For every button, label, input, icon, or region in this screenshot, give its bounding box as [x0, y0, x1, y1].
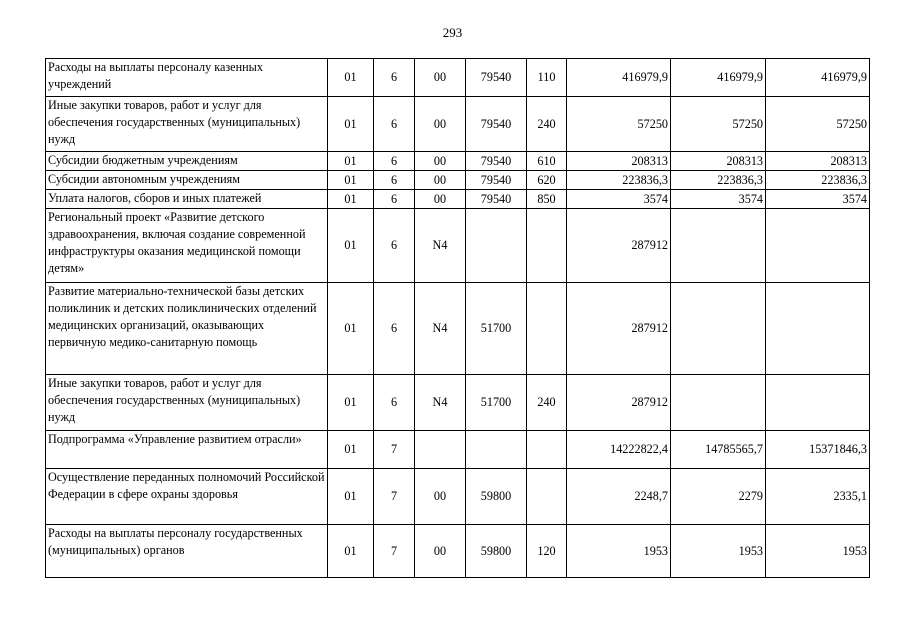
- table-row: [46, 152, 870, 171]
- code-cell: 79540: [466, 190, 527, 209]
- code-cell: 6: [374, 152, 415, 171]
- amount-cell: 3574: [567, 190, 671, 209]
- code-cell: 110: [527, 59, 567, 97]
- code-cell: N4: [415, 375, 466, 431]
- code-cell: 01: [328, 209, 374, 283]
- code-cell: 00: [415, 152, 466, 171]
- amount-cell: 416979,9: [567, 59, 671, 97]
- table-row: [46, 171, 870, 190]
- code-cell: 6: [374, 59, 415, 97]
- code-cell: 00: [415, 525, 466, 578]
- amount-cell: 208313: [766, 152, 870, 171]
- row-description: Осуществление переданных полномочий Российской Федерации в сфере охраны здоровья: [46, 469, 328, 525]
- row-description: Иные закупки товаров, работ и услуг для обеспечения государственных (муниципальных) нужд: [46, 97, 328, 152]
- amount-cell: 15371846,3: [766, 431, 870, 469]
- code-cell: 79540: [466, 152, 527, 171]
- table-row: [46, 525, 870, 578]
- code-cell: 79540: [466, 59, 527, 97]
- code-cell: 00: [415, 97, 466, 152]
- code-cell: 01: [328, 97, 374, 152]
- table-row: [46, 190, 870, 209]
- code-cell: 01: [328, 190, 374, 209]
- amount-cell: 223836,3: [766, 171, 870, 190]
- code-cell: 01: [328, 431, 374, 469]
- row-description: Развитие материально-технической базы детских поликлиник и детских поликлинических отделений медицинских организаций, оказывающих первичную медико-санитарную помощь: [46, 283, 328, 375]
- budget-table: [45, 58, 870, 578]
- amount-cell: 287912: [567, 283, 671, 375]
- table-row: [46, 283, 870, 375]
- amount-cell: [766, 283, 870, 375]
- code-cell: 6: [374, 190, 415, 209]
- code-cell: 7: [374, 469, 415, 525]
- amount-cell: 208313: [567, 152, 671, 171]
- code-cell: 850: [527, 190, 567, 209]
- code-cell: 79540: [466, 97, 527, 152]
- code-cell: 01: [328, 152, 374, 171]
- code-cell: 6: [374, 283, 415, 375]
- code-cell: 240: [527, 375, 567, 431]
- code-cell: 51700: [466, 375, 527, 431]
- amount-cell: 416979,9: [766, 59, 870, 97]
- code-cell: 120: [527, 525, 567, 578]
- table-row: [46, 97, 870, 152]
- amount-cell: 416979,9: [671, 59, 766, 97]
- row-description: Расходы на выплаты персоналу казенных учреждений: [46, 59, 328, 97]
- code-cell: 01: [328, 171, 374, 190]
- code-cell: 00: [415, 59, 466, 97]
- code-cell: 7: [374, 525, 415, 578]
- code-cell: 59800: [466, 525, 527, 578]
- row-description: Субсидии автономным учреждениям: [46, 171, 328, 190]
- table-row: [46, 431, 870, 469]
- amount-cell: 1953: [567, 525, 671, 578]
- table-row: [46, 209, 870, 283]
- amount-cell: 3574: [766, 190, 870, 209]
- code-cell: 01: [328, 59, 374, 97]
- code-cell: [466, 431, 527, 469]
- row-description: Подпрограмма «Управление развитием отрасли»: [46, 431, 328, 469]
- code-cell: 79540: [466, 171, 527, 190]
- amount-cell: 57250: [567, 97, 671, 152]
- amount-cell: 57250: [766, 97, 870, 152]
- amount-cell: 1953: [671, 525, 766, 578]
- code-cell: 01: [328, 525, 374, 578]
- code-cell: N4: [415, 283, 466, 375]
- row-description: Уплата налогов, сборов и иных платежей: [46, 190, 328, 209]
- code-cell: 6: [374, 375, 415, 431]
- amount-cell: 1953: [766, 525, 870, 578]
- amount-cell: 2279: [671, 469, 766, 525]
- code-cell: 00: [415, 469, 466, 525]
- table-row: [46, 375, 870, 431]
- code-cell: N4: [415, 209, 466, 283]
- table-row: [46, 469, 870, 525]
- amount-cell: [671, 283, 766, 375]
- amount-cell: 57250: [671, 97, 766, 152]
- amount-cell: [671, 209, 766, 283]
- amount-cell: 3574: [671, 190, 766, 209]
- row-description: Региональный проект «Развитие детского здравоохранения, включая создание современной инфраструктуры оказания медицинской помощи детям»: [46, 209, 328, 283]
- amount-cell: 287912: [567, 375, 671, 431]
- code-cell: [466, 209, 527, 283]
- code-cell: [527, 209, 567, 283]
- code-cell: 59800: [466, 469, 527, 525]
- code-cell: 6: [374, 171, 415, 190]
- page-number: 293: [442, 25, 463, 40]
- amount-cell: [671, 375, 766, 431]
- code-cell: [527, 283, 567, 375]
- code-cell: 7: [374, 431, 415, 469]
- code-cell: 01: [328, 469, 374, 525]
- code-cell: 610: [527, 152, 567, 171]
- amount-cell: 208313: [671, 152, 766, 171]
- table-row: [46, 59, 870, 97]
- code-cell: 51700: [466, 283, 527, 375]
- code-cell: 00: [415, 190, 466, 209]
- amount-cell: 14785565,7: [671, 431, 766, 469]
- amount-cell: [766, 209, 870, 283]
- code-cell: 01: [328, 375, 374, 431]
- amount-cell: 2248,7: [567, 469, 671, 525]
- amount-cell: [766, 375, 870, 431]
- code-cell: 240: [527, 97, 567, 152]
- row-description: Расходы на выплаты персоналу государственных (муниципальных) органов: [46, 525, 328, 578]
- code-cell: 6: [374, 97, 415, 152]
- amount-cell: 223836,3: [671, 171, 766, 190]
- code-cell: 01: [328, 283, 374, 375]
- amount-cell: 223836,3: [567, 171, 671, 190]
- code-cell: [415, 431, 466, 469]
- amount-cell: 287912: [567, 209, 671, 283]
- row-description: Субсидии бюджетным учреждениям: [46, 152, 328, 171]
- code-cell: 6: [374, 209, 415, 283]
- code-cell: [527, 431, 567, 469]
- amount-cell: 2335,1: [766, 469, 870, 525]
- code-cell: [527, 469, 567, 525]
- code-cell: 620: [527, 171, 567, 190]
- amount-cell: 14222822,4: [567, 431, 671, 469]
- row-description: Иные закупки товаров, работ и услуг для обеспечения государственных (муниципальных) нужд: [46, 375, 328, 431]
- code-cell: 00: [415, 171, 466, 190]
